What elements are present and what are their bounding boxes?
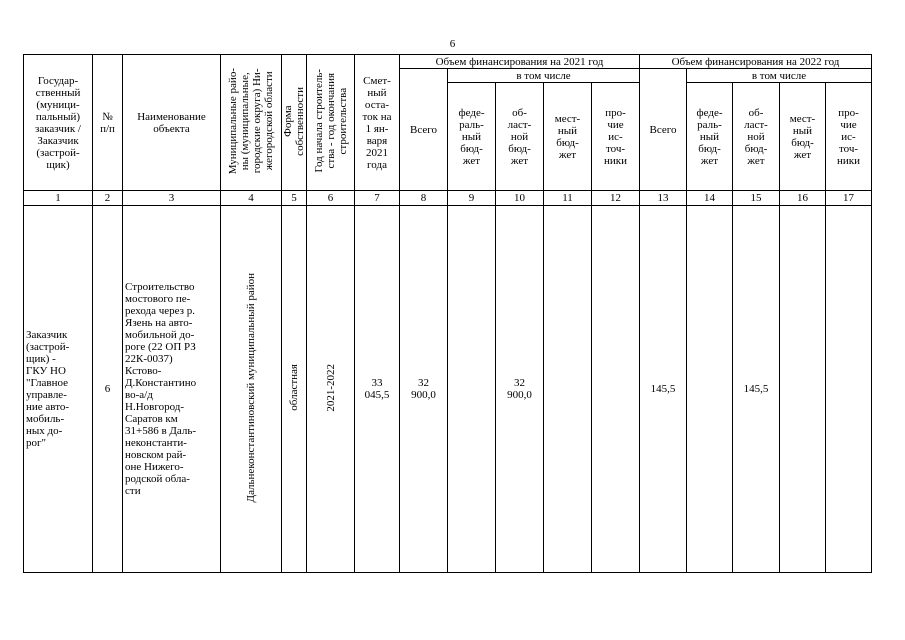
header-num: № п/п bbox=[93, 55, 123, 191]
column-number: 5 bbox=[282, 191, 307, 206]
column-number: 12 bbox=[592, 191, 640, 206]
row-federal-2022 bbox=[687, 206, 733, 573]
header-years-cell bbox=[307, 55, 355, 191]
row-total-2021: 32 900,0 bbox=[400, 206, 448, 573]
row-years-cell bbox=[307, 206, 355, 573]
header-regional-2022: об- ласт- ной бюд- жет bbox=[733, 83, 780, 191]
header-districts: Муниципальные райо- ны (муниципальные, городские округа) Ни- жегородской области bbox=[227, 67, 275, 175]
column-numbers-row bbox=[24, 191, 872, 206]
column-number: 13 bbox=[640, 191, 687, 206]
row-remainder: 33 045,5 bbox=[355, 206, 400, 573]
header-local-2022: мест- ный бюд- жет bbox=[780, 83, 826, 191]
header-object-name: Наименование объекта bbox=[123, 55, 221, 191]
header-customer: Государ- ственный (муници- пальный) заказчик / Заказчик (застрой- щик) bbox=[24, 55, 93, 191]
column-number: 10 bbox=[496, 191, 544, 206]
column-number: 11 bbox=[544, 191, 592, 206]
header-other-2021: про- чие ис- точ- ники bbox=[592, 83, 640, 191]
column-number: 15 bbox=[733, 191, 780, 206]
header-federal-2022: феде- раль- ный бюд- жет bbox=[687, 83, 733, 191]
column-number: 1 bbox=[24, 191, 93, 206]
header-federal-2021: феде- раль- ный бюд- жет bbox=[448, 83, 496, 191]
header-total-2021: Всего bbox=[400, 69, 448, 191]
column-number: 8 bbox=[400, 191, 448, 206]
header-incl-2021: в том числе bbox=[448, 69, 640, 83]
row-ownership-cell bbox=[282, 206, 307, 573]
row-district-cell bbox=[221, 206, 282, 573]
header-other-2022: про- чие ис- точ- ники bbox=[826, 83, 872, 191]
header-ownership-cell bbox=[282, 55, 307, 191]
row-object-name: Строительство мостового пе- рехода через р. Язень на авто- мобильной до- роге (22 ОП РЗ 22К-0037) Кстово- Д.Константино во-а/д Н.Новгород- Саратов км 31+586 в Даль- неконстанти- новском рай- оне Нижего- родской обла- сти bbox=[123, 206, 221, 573]
column-number: 3 bbox=[123, 191, 221, 206]
header-districts-cell bbox=[221, 55, 282, 191]
header-ownership: Форма собственности bbox=[282, 86, 306, 156]
row-num: 6 bbox=[93, 206, 123, 573]
header-years: Год начала строитель- ства - год окончания строительства bbox=[312, 69, 349, 173]
header-local-2021: мест- ный бюд- жет bbox=[544, 83, 592, 191]
column-number: 14 bbox=[687, 191, 733, 206]
column-number: 16 bbox=[780, 191, 826, 206]
column-number: 6 bbox=[307, 191, 355, 206]
row-regional-2022: 145,5 bbox=[733, 206, 780, 573]
row-federal-2021 bbox=[448, 206, 496, 573]
column-number: 2 bbox=[93, 191, 123, 206]
row-years: 2021-2022 bbox=[324, 363, 337, 412]
table-row bbox=[24, 206, 872, 573]
row-other-2022 bbox=[826, 206, 872, 573]
header-incl-2022: в том числе bbox=[687, 69, 872, 83]
column-number: 17 bbox=[826, 191, 872, 206]
row-district: Дальнеконстантиновский муниципальный район bbox=[245, 272, 257, 503]
row-ownership: областная bbox=[288, 364, 300, 411]
row-local-2021 bbox=[544, 206, 592, 573]
header-fin-2021: Объем финансирования на 2021 год bbox=[400, 55, 640, 69]
column-number: 7 bbox=[355, 191, 400, 206]
header-total-2022: Всего bbox=[640, 69, 687, 191]
page-number: 6 bbox=[449, 38, 456, 50]
row-other-2021 bbox=[592, 206, 640, 573]
header-remainder: Смет- ный оста- ток на 1 ян- варя 2021 года bbox=[355, 55, 400, 191]
financing-table bbox=[23, 54, 872, 573]
column-number: 4 bbox=[221, 191, 282, 206]
row-local-2022 bbox=[780, 206, 826, 573]
row-total-2022: 145,5 bbox=[640, 206, 687, 573]
row-regional-2021: 32 900,0 bbox=[496, 206, 544, 573]
column-number: 9 bbox=[448, 191, 496, 206]
header-regional-2021: об- ласт- ной бюд- жет bbox=[496, 83, 544, 191]
row-customer: Заказчик (застрой- щик) - ГКУ НО "Главное управле- ние авто- мобиль- ных до- рог" bbox=[24, 206, 93, 573]
header-fin-2022: Объем финансирования на 2022 год bbox=[640, 55, 872, 69]
